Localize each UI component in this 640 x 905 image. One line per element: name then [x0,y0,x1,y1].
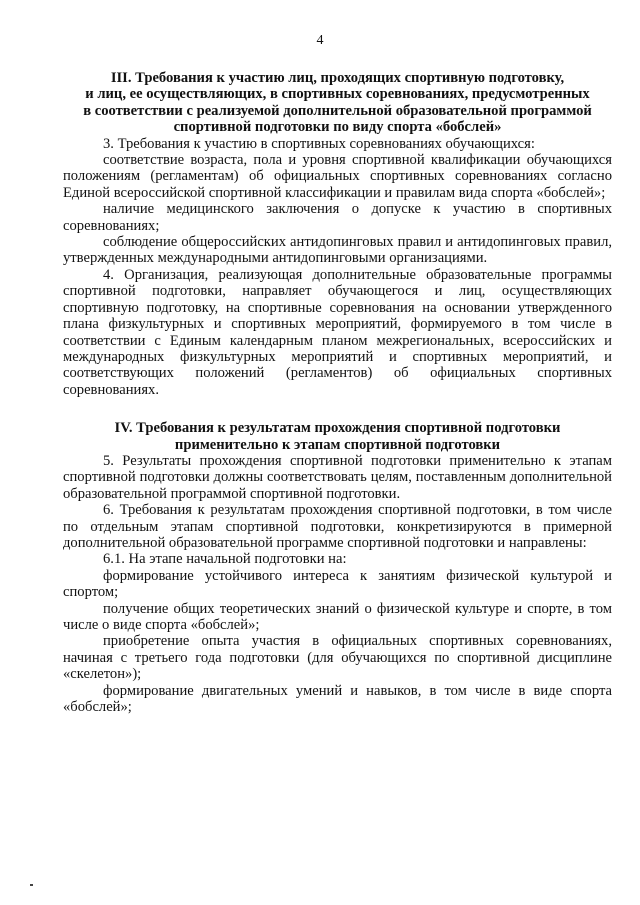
paragraph-6-1-item-experience: приобретение опыта участия в официальных спортивных соревнованиях, начиная с третьего года подготовки (для обучающихся по спортивной дисциплине «скелетон»); [63,633,612,683]
section-4-heading-line: IV. Требования к результатам прохождения спортивной подготовки [114,420,561,437]
section-4-heading [63,420,612,453]
paragraph-6-1-item-interest: формирование устойчивого интереса к занятиям физической культурой и спортом; [63,567,612,601]
section-4-heading-line: применительно к этапам спортивной подготовки [174,436,501,453]
paragraph-3-item-antidoping: соблюдение общероссийских антидопинговых правил и антидопинговых правил, утвержденных международными антидопинговыми организациями. [63,234,612,267]
paragraph-4: 4. Организация, реализующая дополнительные образовательные программы спортивной подготовки, направляет обучающегося и лиц, осуществляющих спортивную подготовку, на спортивные соревнования на основании утвержденного плана физкультурных и спортивных мероприятий, формируемого в том числе в соответствии с Единым календарным планом межрегиональных, всероссийских и международных физкультурных мероприятий и спортивных мероприятий, и соответствующих положений (регламентов) об официальных спортивных соревнованиях. [63,266,612,398]
paragraph-6-1: 6.1. На этапе начальной подготовки на: [103,551,347,568]
section-3-heading [63,70,612,136]
document-body [63,70,612,715]
paragraph-6-1-item-knowledge: получение общих теоретических знаний о физической культуре и спорте, в том числе о виде спорта «бобслей»; [63,600,612,633]
paragraph-6: 6. Требования к результатам прохождения спортивной подготовки, в том числе по отдельным этапам спортивной подготовки, конкретизируются в примерной дополнительной образовательной программе спортивной подготовки и направлены: [63,502,612,551]
paragraph-5: 5. Результаты прохождения спортивной подготовки применительно к этапам спортивной подготовки должны соответствовать целям, поставленным дополнительной образовательной программой спортивной подготовки. [63,452,612,502]
paragraph-6-1-item-skills: формирование двигательных умений и навыков, в том числе в виде спорта «бобслей»; [63,682,612,716]
page-number: 4 [316,33,324,48]
section-3-heading-line: и лиц, ее осуществляющих, в спортивных соревнованиях, предусмотренных [85,86,590,103]
section-3-heading-line: спортивной подготовки по виду спорта «бобслей» [173,119,502,136]
scan-mark [30,884,33,886]
paragraph-3-item-medical: наличие медицинского заключения о допуске к участию в спортивных соревнованиях; [63,201,612,234]
section-3-heading-line: в соответствии с реализуемой дополнительной образовательной программой [83,102,592,119]
section-3-heading-line: III. Требования к участию лиц, проходящих спортивную подготовку, [110,70,565,86]
paragraph-3: 3. Требования к участию в спортивных соревнованиях обучающихся: [103,135,535,152]
paragraph-3-item-age: соответствие возраста, пола и уровня спортивной квалификации обучающихся положениям (регламентам) об официальных спортивных соревнованиях согласно Единой всероссийской спортивной классификации и правилам вида спорта «бобслей»; [63,152,612,201]
